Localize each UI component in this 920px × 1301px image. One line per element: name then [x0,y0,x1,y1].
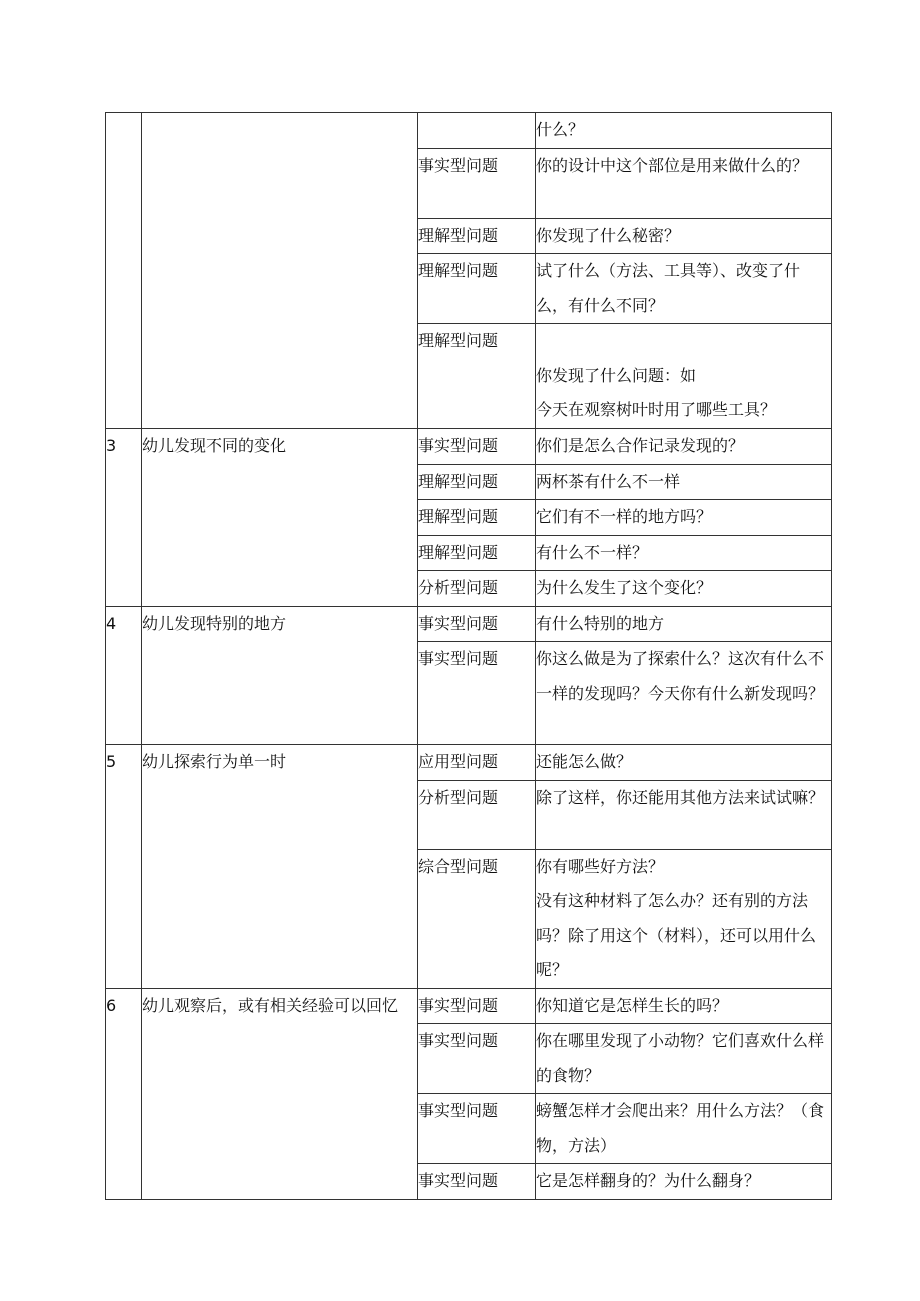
question-type [418,113,536,149]
question-text: 为什么发生了这个变化？ [536,571,832,607]
question-type: 分析型问题 [418,571,536,607]
document-page [105,112,832,1200]
row-number: 6 [106,988,142,1199]
question-type: 事实型问题 [418,1024,536,1094]
question-text: 它们有不一样的地方吗？ [536,500,832,536]
question-text: 你发现了什么秘密？ [536,218,832,254]
question-text: 试了什么（方法、工具等）、改变了什么，有什么不同？ [536,254,832,324]
question-table [105,112,832,1200]
situation-cell [142,113,418,429]
question-type: 理解型问题 [418,464,536,500]
question-text: 你的设计中这个部位是用来做什么的？ [536,148,832,218]
question-text: 两杯茶有什么不一样 [536,464,832,500]
question-text: 你这么做是为了探索什么？这次有什么不一样的发现吗？今天你有什么新发现吗？ [536,642,832,745]
question-text: 你有哪些好方法？ 没有这种材料了怎么办？还有别的方法吗？除了用这个（材料），还可以用什么呢？ [536,849,832,988]
question-type: 应用型问题 [418,745,536,781]
question-text: 你发现了什么问题：如 今天在观察树叶时用了哪些工具？ [536,324,832,429]
question-type: 理解型问题 [418,500,536,536]
row-number: 3 [106,429,142,607]
question-text: 你们是怎么合作记录发现的？ [536,429,832,465]
question-type: 事实型问题 [418,429,536,465]
question-text: 你知道它是怎样生长的吗？ [536,988,832,1024]
question-text: 还能怎么做？ [536,745,832,781]
question-text: 你在哪里发现了小动物？它们喜欢什么样的食物？ [536,1024,832,1094]
question-type: 分析型问题 [418,780,536,849]
table-row [106,113,832,149]
table-row [106,606,832,642]
question-type: 综合型问题 [418,849,536,988]
question-text: 它是怎样翻身的？为什么翻身？ [536,1164,832,1200]
question-text: 什么？ [536,113,832,149]
question-text: 有什么特别的地方 [536,606,832,642]
question-type: 事实型问题 [418,988,536,1024]
table-row [106,745,832,781]
question-text: 除了这样，你还能用其他方法来试试嘛？ [536,780,832,849]
question-type: 事实型问题 [418,642,536,745]
question-type: 事实型问题 [418,1094,536,1164]
table-row [106,429,832,465]
table-row [106,988,832,1024]
row-number: 4 [106,606,142,745]
situation-cell: 幼儿探索行为单一时 [142,745,418,989]
situation-cell: 幼儿发现特别的地方 [142,606,418,745]
question-type: 事实型问题 [418,1164,536,1200]
question-type: 理解型问题 [418,218,536,254]
question-type: 理解型问题 [418,254,536,324]
question-text: 螃蟹怎样才会爬出来？用什么方法？（食物，方法） [536,1094,832,1164]
question-type: 事实型问题 [418,148,536,218]
situation-cell: 幼儿发现不同的变化 [142,429,418,607]
question-type: 理解型问题 [418,535,536,571]
question-type: 理解型问题 [418,324,536,429]
question-type: 事实型问题 [418,606,536,642]
row-number [106,113,142,429]
question-text: 有什么不一样？ [536,535,832,571]
row-number: 5 [106,745,142,989]
situation-cell: 幼儿观察后，或有相关经验可以回忆 [142,988,418,1199]
